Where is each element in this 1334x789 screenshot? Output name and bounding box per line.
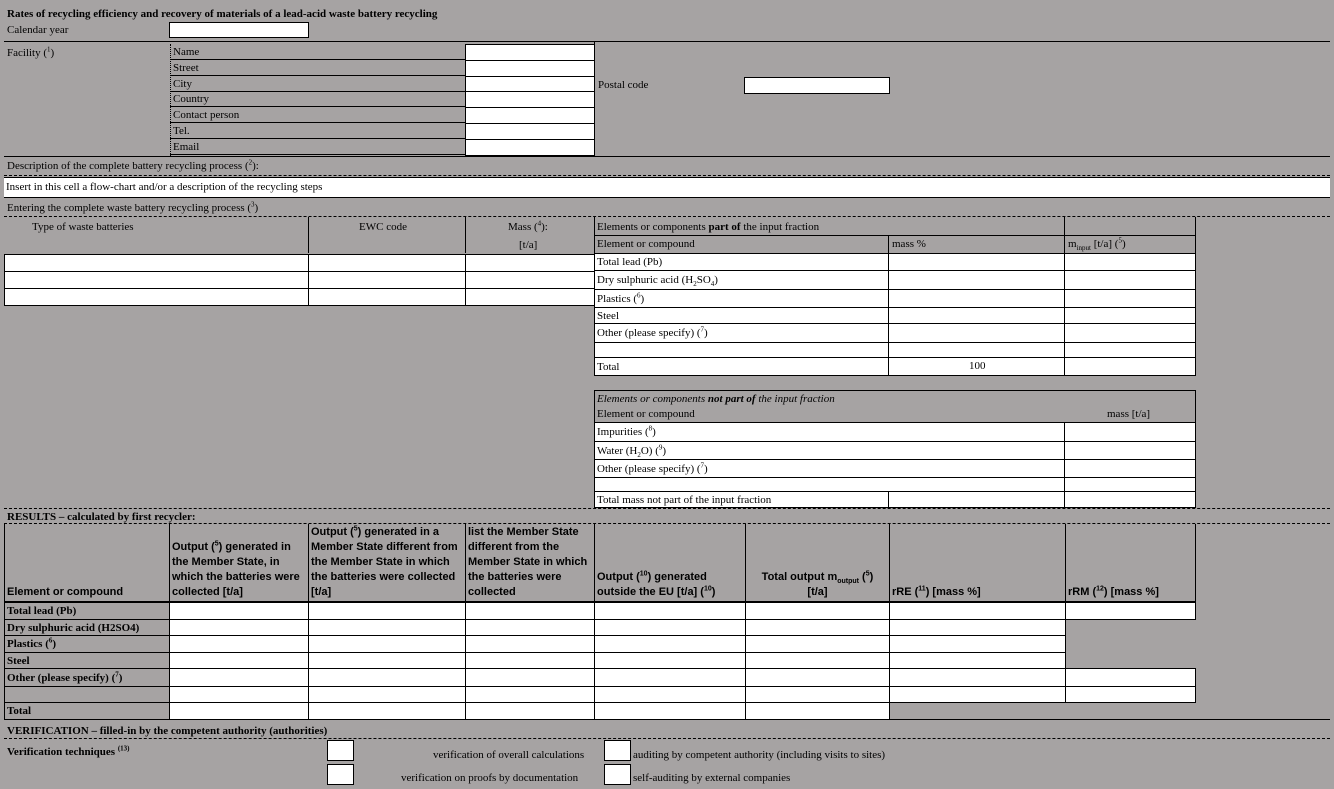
- facility-row-divider: [170, 59, 465, 60]
- results-row-label: Plastics ($^6$): [4, 635, 170, 653]
- not-part-of-total-mass-input[interactable]: [888, 491, 1065, 508]
- form-title: Rates of recycling efficiency and recovery of materials of a lead-acid waste battery recycling: [7, 8, 438, 20]
- part-of-minput-input[interactable]: [1064, 307, 1196, 324]
- checkbox-self-auditing[interactable]: [604, 764, 631, 785]
- part-of-col-mass-pct: mass %: [892, 238, 926, 250]
- results-value-input[interactable]: [745, 635, 890, 653]
- results-value-input[interactable]: [465, 652, 595, 669]
- results-col-header: [169, 524, 309, 602]
- results-col-header-text: Element or compound: [7, 586, 124, 598]
- not-part-of-col-element: Element or compound: [597, 408, 695, 420]
- results-col-header-text: rRM ($^{12}$) [mass %]: [1068, 585, 1159, 598]
- part-of-row-text: Dry sulphuric acid $(H_2SO_4)$: [597, 274, 718, 289]
- results-row-label: Other (please specify) ($^7$): [4, 668, 170, 687]
- results-value-input[interactable]: [308, 635, 466, 653]
- not-part-of-row-label: [594, 459, 1065, 478]
- results-value-input[interactable]: [308, 602, 466, 620]
- part-of-minput-input[interactable]: [1064, 253, 1196, 271]
- part-of-row-label: [594, 307, 889, 324]
- results-value-input[interactable]: [745, 619, 890, 636]
- results-row-label: Total lead (Pb): [4, 602, 170, 620]
- results-value-input[interactable]: [594, 668, 746, 687]
- postal-code-label: Postal code: [598, 79, 649, 91]
- col-mass: Mass ($^4$):: [508, 219, 548, 233]
- not-part-of-mass-input[interactable]: [1064, 441, 1196, 460]
- facility-field-input[interactable]: [465, 44, 595, 61]
- results-value-input[interactable]: [169, 702, 309, 720]
- results-value-input[interactable]: [745, 652, 890, 669]
- results-value-input[interactable]: [594, 686, 746, 703]
- results-value-input[interactable]: [308, 652, 466, 669]
- not-part-of-row-label: [594, 422, 1065, 442]
- not-part-of-total-text: Total mass not part of the input fraction: [597, 493, 772, 506]
- part-of-header: Elements or components part of the input fraction: [597, 221, 820, 233]
- option-auditing-competent-authority: auditing by competent authority (including visits to sites): [633, 749, 886, 761]
- part-of-row-text: Other (please specify) ($^7$): [597, 325, 708, 339]
- results-col-header-text: list the Member State different from the Member State in which the batteries were collected: [468, 526, 588, 598]
- results-value-input[interactable]: [308, 686, 466, 703]
- results-col-header: [4, 524, 170, 602]
- results-value-input[interactable]: [745, 686, 890, 703]
- calendar-year-label: Calendar year: [7, 24, 69, 36]
- facility-field-label: Country: [173, 93, 210, 105]
- facility-field-label: City: [173, 78, 192, 90]
- waste-battery-type-input[interactable]: [4, 254, 309, 272]
- description-placeholder: Insert in this cell a flow-chart and/or a description of the recycling steps: [6, 181, 323, 193]
- results-col-header-text: Output ($^5$) generated in a Member State different from the Member State in which the batteries were collected [t/a]: [311, 525, 458, 598]
- results-value-input[interactable]: [465, 602, 595, 620]
- results-label: RESULTS – calculated by first recycler:: [7, 511, 196, 523]
- results-value-input[interactable]: [1065, 686, 1196, 703]
- part-of-total-value: 100: [969, 360, 986, 372]
- option-self-auditing: self-auditing by external companies: [633, 772, 791, 784]
- waste-battery-type-input[interactable]: [4, 271, 309, 289]
- results-value-input[interactable]: [465, 635, 595, 653]
- results-value-input[interactable]: [594, 652, 746, 669]
- results-value-input[interactable]: [169, 686, 309, 703]
- description-input[interactable]: [4, 177, 1330, 198]
- results-value-input[interactable]: [169, 652, 309, 669]
- option-proofs-documentation: verification on proofs by documentation: [401, 772, 579, 784]
- facility-row-divider: [170, 75, 465, 76]
- results-row-label: Steel: [4, 652, 170, 669]
- part-of-mass-pct-input[interactable]: [888, 342, 1065, 358]
- entering-label: Entering the complete waste battery recycling process ($^3$): [7, 200, 259, 214]
- description-label: Description of the complete battery recycling process ($^2$):: [7, 158, 259, 172]
- checkbox-overall-calculations[interactable]: [327, 740, 354, 761]
- results-value-input[interactable]: [889, 668, 1066, 687]
- results-value-input[interactable]: [745, 602, 890, 620]
- ewc-code-input[interactable]: [308, 271, 466, 289]
- not-part-of-row-text: Impurities ($^8$): [597, 424, 656, 438]
- results-value-input[interactable]: [169, 635, 309, 653]
- results-value-input[interactable]: [889, 619, 1066, 636]
- not-part-of-col-mass: mass [t/a]: [1107, 408, 1151, 420]
- col-mass-unit: [t/a]: [519, 239, 538, 251]
- facility-field-label: Email: [173, 141, 200, 153]
- results-row-label: [4, 686, 170, 703]
- results-value-input[interactable]: [308, 619, 466, 636]
- results-col-header: [1065, 524, 1196, 602]
- results-value-input[interactable]: [169, 602, 309, 620]
- mass-input[interactable]: [465, 288, 595, 306]
- not-part-of-row-label: [594, 441, 1065, 460]
- not-part-of-mass-input[interactable]: [1064, 422, 1196, 442]
- part-of-total-row-label: [594, 357, 889, 376]
- results-value-input[interactable]: [465, 686, 595, 703]
- part-of-minput-input[interactable]: [1064, 289, 1196, 308]
- part-of-col-minput: $m_{input}$ [t/a] ($^5$): [1068, 236, 1126, 253]
- results-value-input[interactable]: [889, 635, 1066, 653]
- part-of-row-label: [594, 289, 889, 308]
- results-col-header: [889, 524, 1066, 602]
- part-of-row-text: Total lead (Pb): [597, 256, 663, 268]
- facility-row-divider: [170, 138, 465, 139]
- facility-row-divider: [170, 122, 465, 123]
- facility-field-input[interactable]: [465, 60, 595, 77]
- part-of-row-text: Steel: [597, 309, 619, 322]
- results-value-input[interactable]: [1065, 668, 1196, 687]
- not-part-of-mass-input[interactable]: [1064, 477, 1196, 492]
- results-value-input[interactable]: [465, 668, 595, 687]
- calendar-year-input[interactable]: [169, 22, 309, 38]
- facility-row-divider: [170, 106, 465, 107]
- results-value-input[interactable]: [889, 652, 1066, 669]
- ewc-code-input[interactable]: [308, 288, 466, 306]
- part-of-minput-input[interactable]: [1064, 323, 1196, 343]
- postal-code-input[interactable]: [744, 77, 890, 94]
- part-of-mass-pct-input[interactable]: [888, 323, 1065, 343]
- part-of-row-label: [594, 342, 889, 358]
- part-of-col-element: Element or compound: [597, 238, 695, 250]
- facility-field-label: Tel.: [173, 125, 190, 137]
- results-value-input[interactable]: [889, 602, 1066, 620]
- part-of-minput-input[interactable]: [1064, 357, 1196, 376]
- facility-row-divider: [170, 154, 465, 155]
- part-of-mass-pct-input[interactable]: [888, 289, 1065, 308]
- not-part-of-mass-input[interactable]: [1064, 459, 1196, 478]
- not-part-of-total-label: [594, 491, 889, 508]
- not-part-of-mass-input[interactable]: [1064, 491, 1196, 508]
- col-ewc-code: EWC code: [359, 221, 407, 233]
- results-col-header-text: Total output $m_{output}$ ($^5$) [t/a]: [761, 570, 874, 598]
- facility-field-label: Name: [173, 46, 200, 58]
- part-of-mass-pct-input[interactable]: [888, 253, 1065, 271]
- checkbox-auditing-competent-authority[interactable]: [604, 740, 631, 761]
- option-overall-calculations: verification of overall calculations: [433, 749, 585, 761]
- part-of-total-row-text: Total: [597, 360, 620, 373]
- part-of-row-label: [594, 270, 889, 290]
- facility-field-input[interactable]: [465, 91, 595, 108]
- results-col-header: [745, 524, 890, 602]
- facility-field-input[interactable]: [465, 139, 595, 156]
- col-type-of-waste-batteries: Type of waste batteries: [32, 221, 134, 233]
- results-value-input[interactable]: [745, 702, 890, 720]
- results-total-label: Total: [4, 702, 170, 720]
- mass-input[interactable]: [465, 271, 595, 289]
- facility-field-label: Contact person: [173, 109, 240, 121]
- results-value-input[interactable]: [594, 619, 746, 636]
- not-part-of-header: Elements or components not part of the input fraction: [597, 393, 835, 405]
- facility-field-input[interactable]: [465, 107, 595, 124]
- results-col-header: [594, 524, 746, 602]
- results-value-input[interactable]: [308, 668, 466, 687]
- part-of-mass-pct-input[interactable]: [888, 270, 1065, 290]
- ewc-code-input[interactable]: [308, 254, 466, 272]
- part-of-row-text: Plastics ($^6$): [597, 290, 645, 305]
- not-part-of-row-text: Water $(H_2O)$ ($^9$): [597, 442, 667, 459]
- not-part-of-row-text: Other (please specify) ($^7$): [597, 460, 708, 475]
- part-of-row-label: [594, 323, 889, 343]
- results-col-header-text: Output ($^{10}$) generated outside the EU [t/a] ($^{10}$): [597, 570, 716, 598]
- results-col-header: [308, 524, 466, 602]
- results-value-input[interactable]: [465, 702, 595, 720]
- results-value-input[interactable]: [889, 686, 1066, 703]
- not-part-of-row-label: [594, 477, 1065, 492]
- mass-input[interactable]: [465, 254, 595, 272]
- results-bottom-rule: [4, 719, 1330, 720]
- results-value-input[interactable]: [1065, 602, 1196, 620]
- facility-label: Facility ($^1$): [7, 45, 55, 59]
- checkbox-proofs-documentation[interactable]: [327, 764, 354, 785]
- results-value-input[interactable]: [465, 619, 595, 636]
- results-value-input[interactable]: [594, 635, 746, 653]
- results-value-input[interactable]: [169, 619, 309, 636]
- facility-field-label: Street: [173, 62, 199, 74]
- verification-label: VERIFICATION – filled-in by the competent authority (authorities): [7, 725, 328, 737]
- results-value-input[interactable]: [594, 602, 746, 620]
- waste-battery-type-input[interactable]: [4, 288, 309, 306]
- results-row-label: Dry sulphuric acid (H2SO4): [4, 619, 170, 636]
- results-col-header-text: Output ($^5$) generated in the Member State, in which the batteries were collected [t/a]: [172, 540, 300, 598]
- part-of-minput-input[interactable]: [1064, 342, 1196, 358]
- results-value-input[interactable]: [745, 668, 890, 687]
- results-col-header: [465, 524, 595, 602]
- facility-field-input[interactable]: [465, 123, 595, 140]
- verification-techniques-label: Verification techniques $^{(13)}$: [7, 744, 130, 758]
- results-value-input[interactable]: [169, 668, 309, 687]
- results-value-input[interactable]: [594, 702, 746, 720]
- part-of-row-label: [594, 253, 889, 271]
- results-value-input[interactable]: [308, 702, 466, 720]
- facility-row-divider: [170, 91, 465, 92]
- results-col-header-text: rRE ($^{11}$) [mass %]: [892, 585, 981, 598]
- part-of-minput-input[interactable]: [1064, 270, 1196, 290]
- part-of-mass-pct-input[interactable]: [888, 307, 1065, 324]
